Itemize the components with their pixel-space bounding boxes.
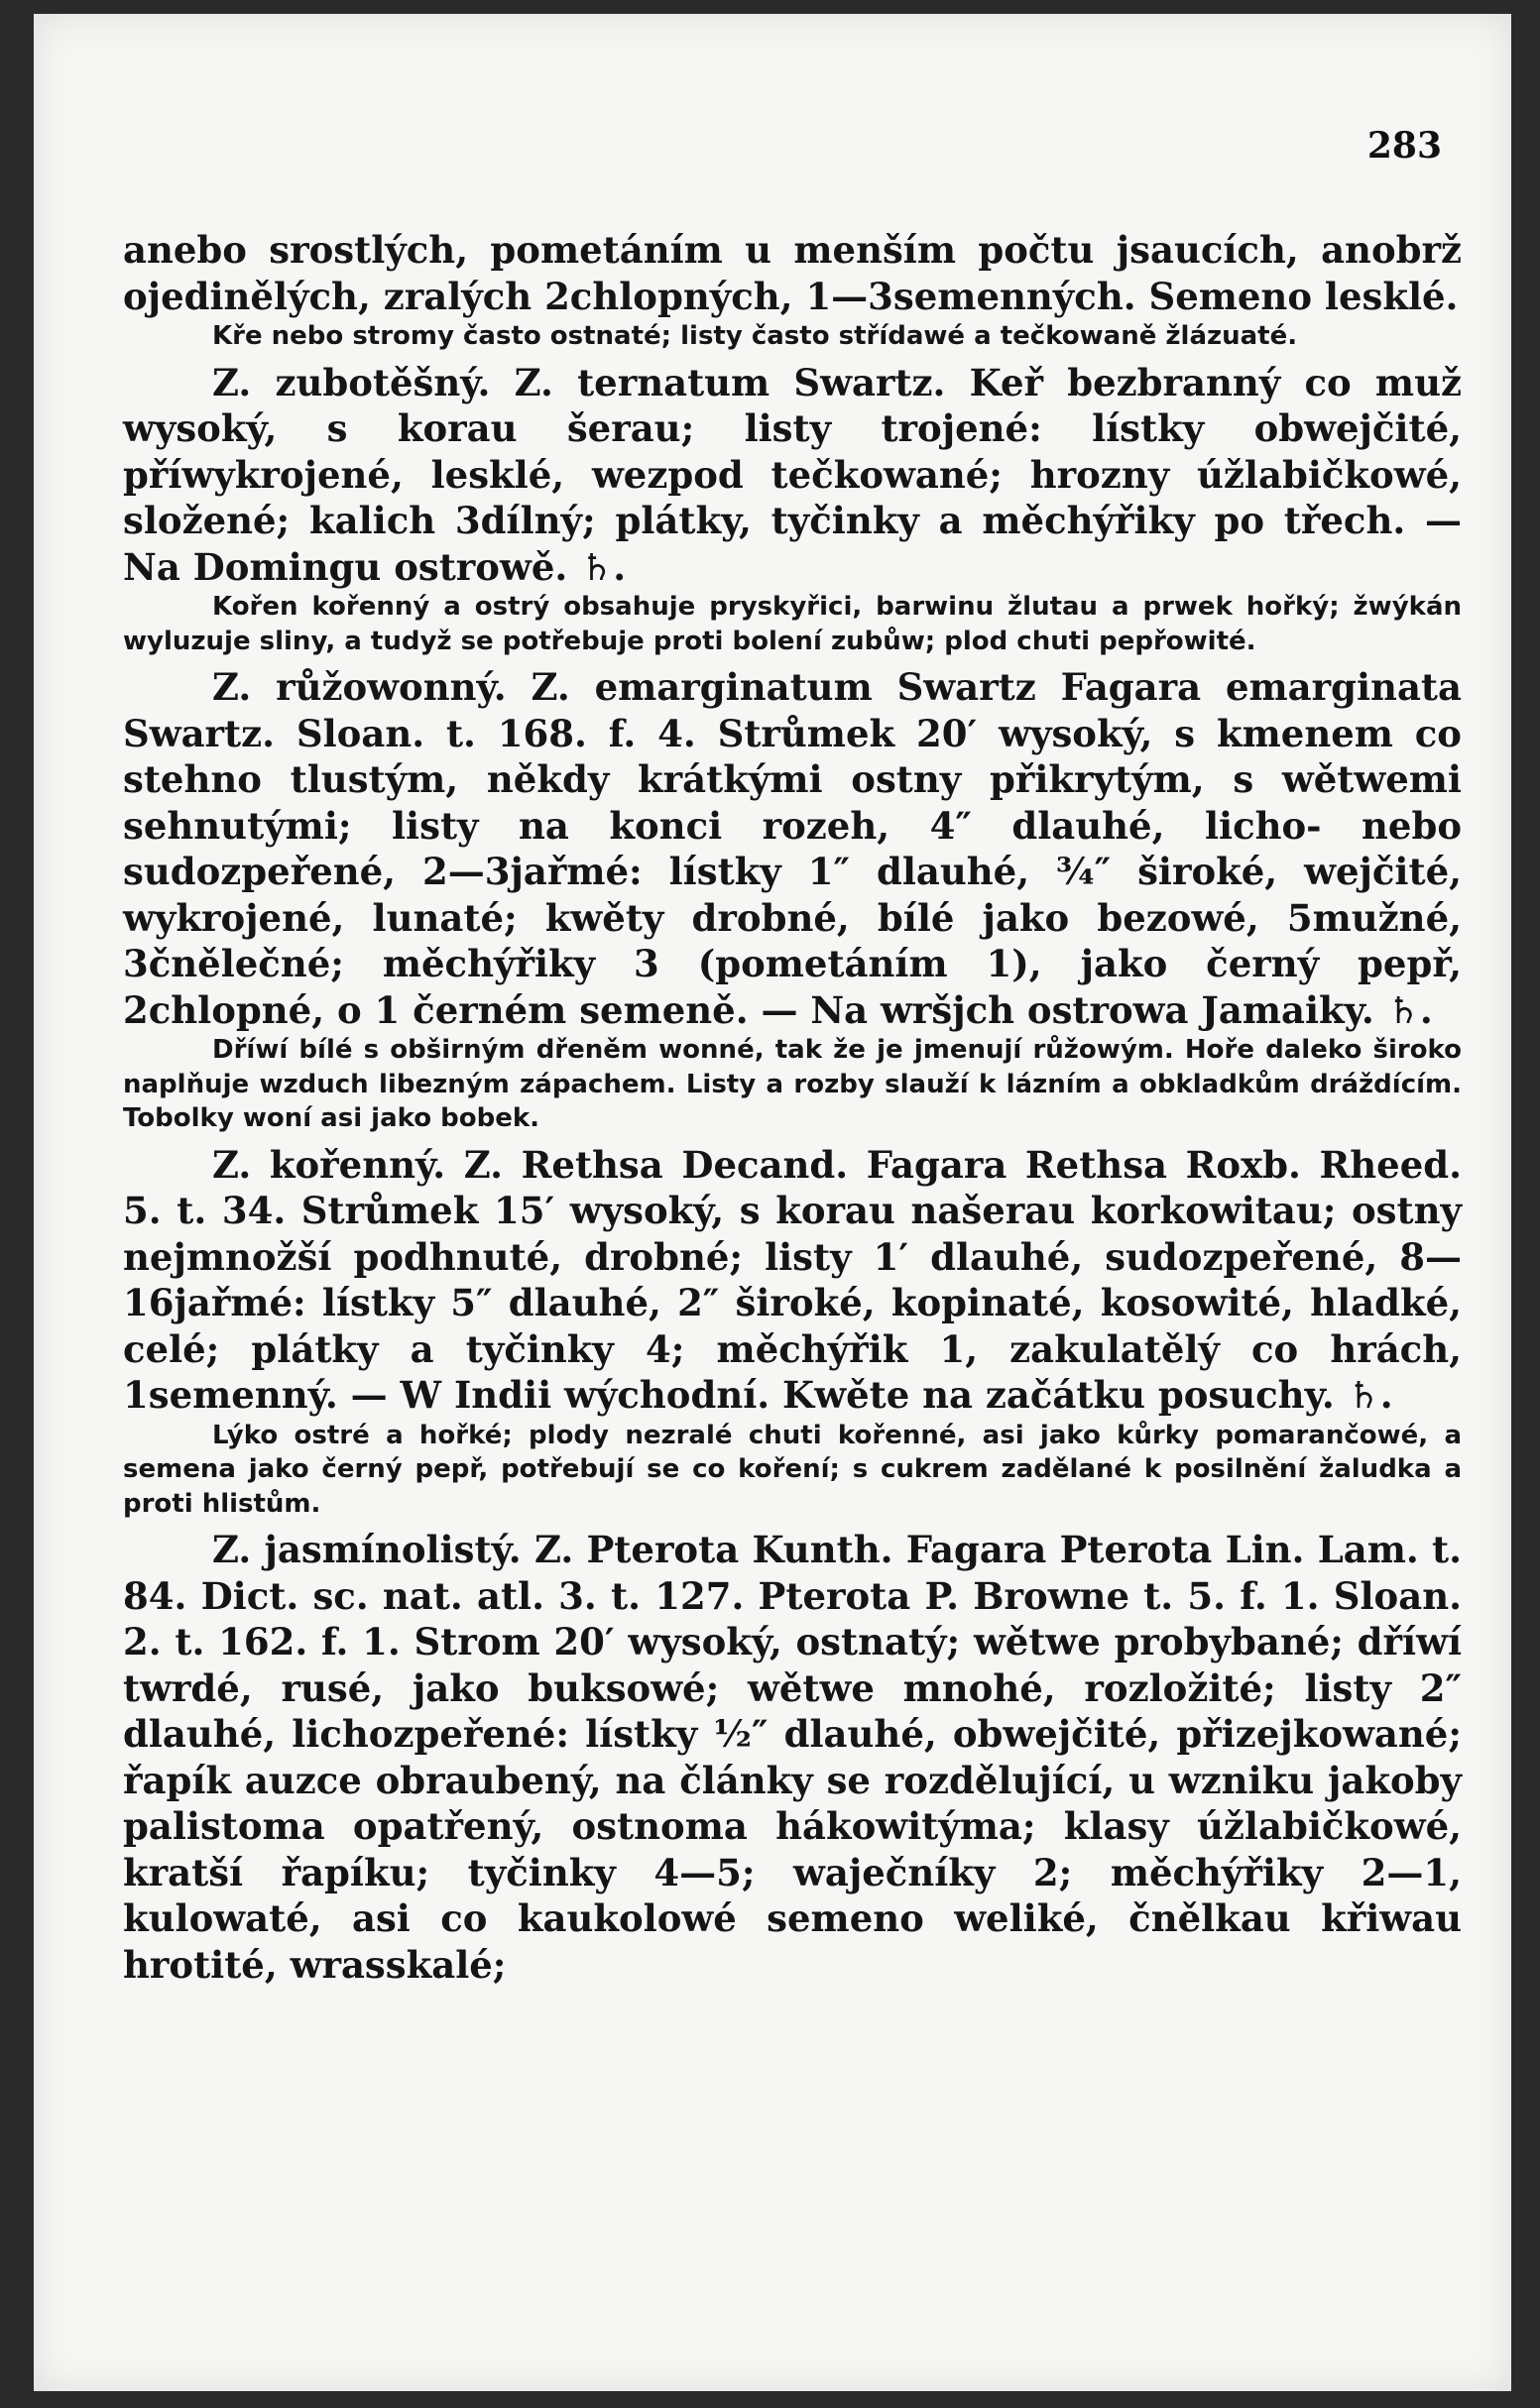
page-number: 283 [1366,125,1442,167]
note-2: Kořen kořenný a ostrý obsahuje pryskyřici, barwinu žlutau a prwek hořký; žwýkán wyluzuje sliny, a tudyž se potřebuje proti bolení zubůw; plod chuti pepřowité. [123,592,1462,656]
note-4: Lýko ostré a hořké; plody nezralé chuti kořenné, asi jako kůrky pomarančowé, a semena jako černý pepř, potřebují se co koření; s cukrem zadělané k posilnění žaludka a proti hlistům. [123,1420,1462,1519]
entry-ruzowonny: Z. růžowonný. Z. emarginatum Swartz Fagara emarginata Swartz. Sloan. t. 168. f. 4. Strůmek 20′ wysoký, s kmenem co stehno tlustým, někdy krátkými ostny přikrytým, s wětwemi sehnutými; listy na konci rozeh, 4″ dlauhé, licho- nebo sudozpeřené, 2—3jařmé: lístky 1″ dlauhé, ¾″ široké, wejčité, wykrojené, lunaté; kwěty drobné, bílé jako bezowé, 5mužné, 3čnělečné; měchýřiky 3 (pometáním 1), jako černý pepř, 2chlopné, o 1 černém semeně. — Na wršjch ostrowa Jamaiky. ♄. [123,665,1462,1032]
entry-zuboteshny: Z. zubotěšný. Z. ternatum Swartz. Keř bezbranný co muž wysoký, s korau šerau; listy trojené: lístky obwejčité, příwykrojené, lesklé, wezpod tečkowané; hrozny úžlabičkowé, složené; kalich 3dílný; plátky, tyčinky a měchýřiky po třech. — Na Domingu ostrowě. ♄. [123,360,1462,589]
book-page [34,14,1511,2391]
page-text [123,227,1462,1988]
entry-jasminolisty: Z. jasmínolistý. Z. Pterota Kunth. Fagara Pterota Lin. Lam. t. 84. Dict. sc. nat. atl. 3. t. 127. Pterota P. Browne t. 5. f. 1. Sloan. 2. t. 162. f. 1. Strom 20′ wysoký, ostnatý; wětwe probybané; dříwí twrdé, rusé, jako buksowé; wětwe mnohé, rozložité; listy 2″ dlauhé, lichozpeřené: lístky ½″ dlauhé, obwejčité, přizejkowané; řapík auzce obraubený, na články se rozdělující, u wzniku jakoby palistoma opatřený, ostnoma hákowitýma; klasy úžlabičkowé, kratší řapíku; tyčinky 4—5; waječníky 2; měchýřiky 2—1, kulowaté, asi co kaukolowé semeno weliké, čnělkau křiwau hrotité, wrasskalé; [123,1528,1462,1987]
note-3: Dříwí bílé s obširným dřeněm wonné, tak že je jmenují růžowým. Hoře daleko široko naplňuje wzduch libezným zápachem. Listy a rozby slauží k lázním a obkladkům dráždícím. Tobolky woní asi jako bobek. [123,1035,1462,1133]
paragraph-1: anebo srostlých, pometáním u menším počtu jsaucích, anobrž ojedinělých, zralých 2chlopných, 1—3semenných. Semeno lesklé. [123,228,1462,318]
note-1: Kře nebo stromy často ostnaté; listy často střídawé a tečkowaně žlázuaté. [212,321,1298,351]
entry-korenny: Z. kořenný. Z. Rethsa Decand. Fagara Rethsa Roxb. Rheed. 5. t. 34. Strůmek 15′ wysoký, s korau našerau korkowitau; ostny nejmnožší podhnuté, drobné; listy 1′ dlauhé, sudozpeřené, 8—16jařmé: lístky 5″ dlauhé, 2″ široké, kopinaté, kosowité, hladké, celé; plátky a tyčinky 4; měchýřik 1, zakulatělý co hrách, 1semenný. — W Indii wýchodní. Kwěte na začátku posuchy. ♄. [123,1142,1462,1417]
